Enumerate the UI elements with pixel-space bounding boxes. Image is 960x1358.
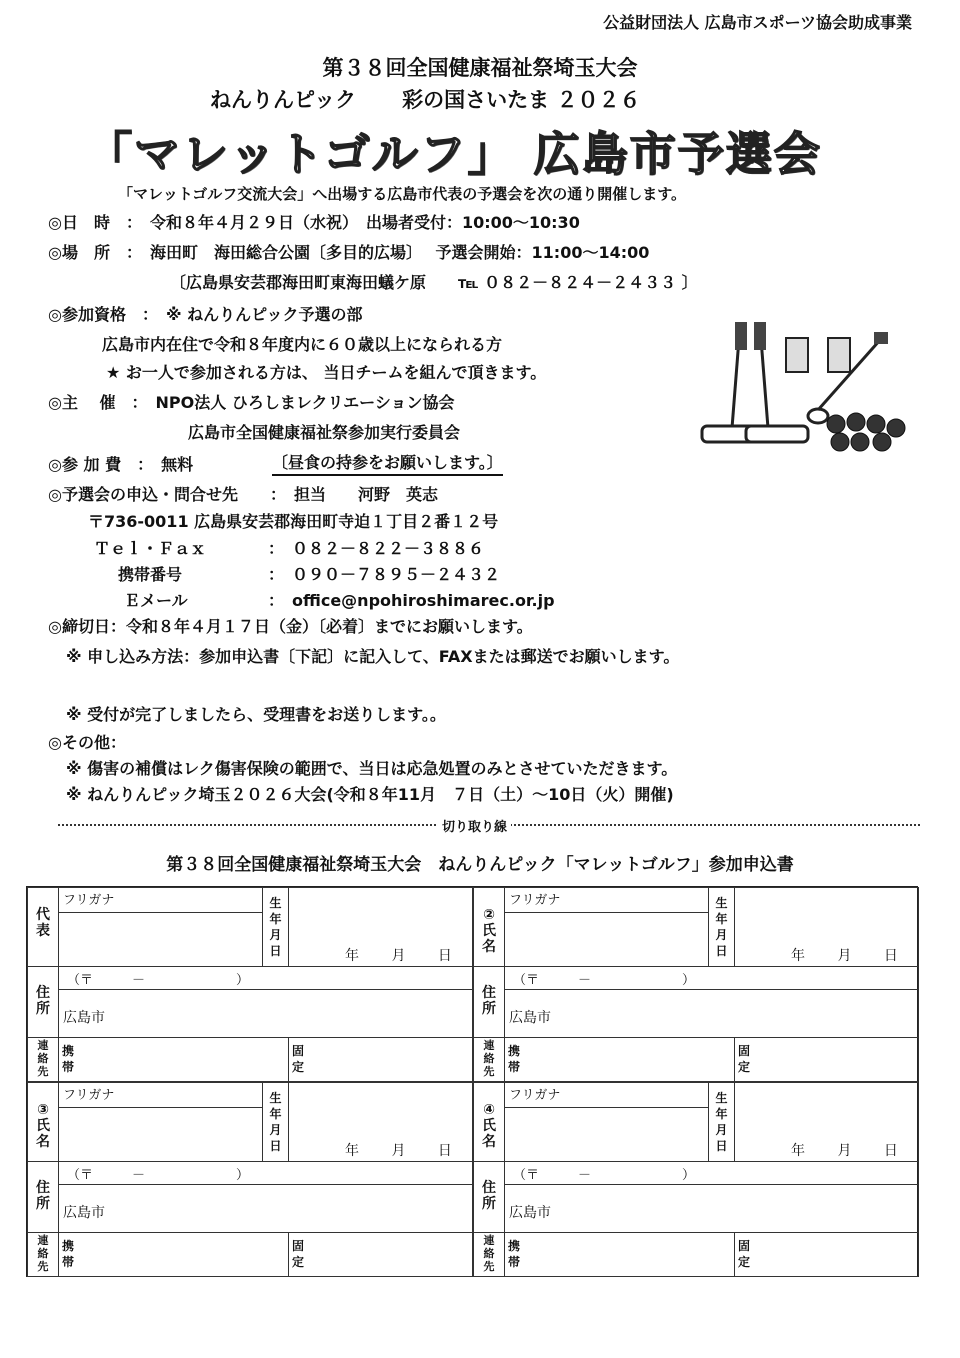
- event-date-note: ※ ねんりんピック埼玉２０２６大会(令和８年11月 ７日（土）～10日（火）開催): [66, 785, 674, 804]
- fee-row: ◎参 加 費 ： 無料: [48, 455, 194, 474]
- fixed-phone-field[interactable]: [288, 1037, 473, 1082]
- name-label: ④ 氏 名: [482, 1102, 496, 1150]
- subtitle-part1: ねんりんピック: [210, 88, 357, 112]
- city-label: 広島市: [63, 1205, 105, 1221]
- application-form: [26, 886, 918, 1277]
- mobile-field[interactable]: [504, 1232, 735, 1277]
- ymd-label: 年 月 日: [345, 948, 452, 964]
- email-value: ： office@npohiroshimarec.or.jp: [268, 591, 555, 610]
- date-row: ◎日 時 ： 令和８年４月２９日（水祝） 出場者受付：10:00～10:30: [48, 213, 580, 232]
- form-block-member-2: [473, 887, 919, 1082]
- intro-text: 「マレットゴルフ交流大会」へ出場する広島市代表の予選会を次の通り開催します。: [118, 185, 687, 203]
- subtitle-part2: 彩の国さいたま ２０２６: [402, 88, 641, 112]
- method-note: ※ 申し込み方法：参加申込書〔下記〕に記入して、FAXまたは郵送でお願いします。: [66, 647, 680, 666]
- other-heading: ◎その他：: [48, 733, 126, 752]
- fixed-label: 固 定: [737, 1239, 750, 1269]
- birth-label: 生 年 月 日: [269, 1091, 282, 1153]
- name-field[interactable]: [504, 912, 709, 967]
- postal-label: （〒 － ）: [513, 1168, 696, 1183]
- address-field[interactable]: [504, 989, 919, 1038]
- form-block-representative: [27, 887, 473, 1082]
- fixed-label: 固 定: [291, 1239, 304, 1269]
- contact-label: 連 絡 先: [37, 1234, 49, 1273]
- name-label: ③ 氏 名: [36, 1102, 50, 1150]
- address-field[interactable]: [504, 1184, 919, 1233]
- address-label: 住 所: [482, 985, 496, 1017]
- name-field[interactable]: [58, 912, 263, 967]
- name-field[interactable]: [504, 1107, 709, 1162]
- glove-icon: [786, 338, 850, 372]
- furigana-label: フリガナ: [509, 1088, 561, 1103]
- insurance-note: ※ 傷害の補償はレク傷害保険の範囲で、当日は応急処置のみとさせていただきます。: [66, 759, 678, 778]
- name-label: ② 氏 名: [482, 907, 496, 955]
- name-label: 代 表: [36, 907, 50, 939]
- city-label: 広島市: [509, 1205, 551, 1221]
- mobile-field[interactable]: [504, 1037, 735, 1082]
- form-block-member-3: [27, 1082, 473, 1277]
- birth-label: 生 年 月 日: [269, 896, 282, 958]
- address-label: 住 所: [36, 985, 50, 1017]
- fixed-phone-field[interactable]: [734, 1037, 919, 1082]
- qualification-detail: 広島市内在住で令和８年度内に６０歳以上になられる方: [102, 335, 503, 354]
- furigana-label: フリガナ: [63, 893, 115, 908]
- ball-icon: [827, 413, 905, 451]
- mobile-value: ： ０９０－７８９５－２４３２: [268, 565, 501, 584]
- page-title: 「マレットゴルフ」 広島市予選会: [86, 127, 822, 181]
- email-label: Ｅメール: [124, 591, 188, 610]
- event-subtitle: [210, 84, 640, 114]
- sponsor-note: 公益財団法人 広島市スポーツ協会助成事業: [603, 13, 912, 32]
- contact-label: 連 絡 先: [37, 1039, 49, 1078]
- ymd-label: 年 月 日: [791, 948, 898, 964]
- city-label: 広島市: [63, 1010, 105, 1026]
- contact-label: 連 絡 先: [483, 1234, 495, 1273]
- host-row: ◎主 催 ： NPO法人 ひろしまレクリエーション協会: [48, 393, 455, 412]
- mobile-label: 携 帯: [61, 1239, 74, 1269]
- host-row-2: 広島市全国健康福祉祭参加実行委員会: [188, 423, 461, 442]
- fixed-label: 固 定: [291, 1044, 304, 1074]
- mobile-field[interactable]: [58, 1037, 289, 1082]
- tel-value: ： ０８２－８２２－３８８６: [268, 539, 485, 558]
- ymd-label: 年 月 日: [791, 1143, 898, 1159]
- birth-label: 生 年 月 日: [715, 896, 728, 958]
- qualification-note: ★ お一人で参加される方は、 当日チームを組んで頂きます。: [106, 363, 547, 382]
- address-field[interactable]: [58, 989, 473, 1038]
- furigana-label: フリガナ: [63, 1088, 115, 1103]
- receipt-note: ※ 受付が完了しましたら、受理書をお送りします。。: [66, 705, 446, 724]
- postal-label: （〒 － ）: [67, 1168, 250, 1183]
- fixed-label: 固 定: [737, 1044, 750, 1074]
- mobile-label: 携 帯: [507, 1044, 520, 1074]
- lunch-note: 〔昼食の持参をお願いします。〕: [272, 450, 503, 476]
- mallet-golf-illustration: [690, 318, 910, 458]
- tel-label: Ｔｅｌ・Ｆａｘ: [94, 539, 207, 558]
- address-field[interactable]: [58, 1184, 473, 1233]
- form-title: 第３８回全国健康福祉祭埼玉大会 ねんりんピック「マレットゴルフ」参加申込書: [166, 855, 794, 875]
- fixed-phone-field[interactable]: [288, 1232, 473, 1277]
- contact-label: 連 絡 先: [483, 1039, 495, 1078]
- fixed-phone-field[interactable]: [734, 1232, 919, 1277]
- qualification-row: ◎参加資格 ： ※ ねんりんピック予選の部: [48, 305, 363, 324]
- mobile-label: 携 帯: [61, 1044, 74, 1074]
- contact-row: ◎予選会の申込・問合せ先 ： 担当 河野 英志: [48, 485, 438, 504]
- furigana-label: フリガナ: [509, 893, 561, 908]
- place-row: ◎場 所 ： 海田町 海田総合公園〔多目的広場〕 予選会開始：11:00～14:00: [48, 243, 650, 262]
- form-block-member-4: [473, 1082, 919, 1277]
- postal-address: 〒736-0011 広島県安芸郡海田町寺迫１丁目２番１２号: [88, 512, 499, 531]
- mobile-field[interactable]: [58, 1232, 289, 1277]
- postal-label: （〒 － ）: [513, 973, 696, 988]
- deadline-row: ◎締切日：令和８年４月１７日（金）〔必着〕までにお願いします。: [48, 617, 533, 636]
- cut-line-label: 切り取り線: [438, 816, 511, 835]
- city-label: 広島市: [509, 1010, 551, 1026]
- mobile-label: 携 帯: [507, 1239, 520, 1269]
- address-label: 住 所: [36, 1180, 50, 1212]
- name-field[interactable]: [58, 1107, 263, 1162]
- mobile-label: 携帯番号: [118, 565, 183, 584]
- event-title: 第３８回全国健康福祉祭埼玉大会: [322, 56, 638, 80]
- postal-label: （〒 － ）: [67, 973, 250, 988]
- birth-label: 生 年 月 日: [715, 1091, 728, 1153]
- address-row: 〔広島県安芸郡海田町東海田蟻ケ原 ℡ ０８２－８２４－２４３３ 〕: [170, 273, 698, 292]
- address-label: 住 所: [482, 1180, 496, 1212]
- ymd-label: 年 月 日: [345, 1143, 452, 1159]
